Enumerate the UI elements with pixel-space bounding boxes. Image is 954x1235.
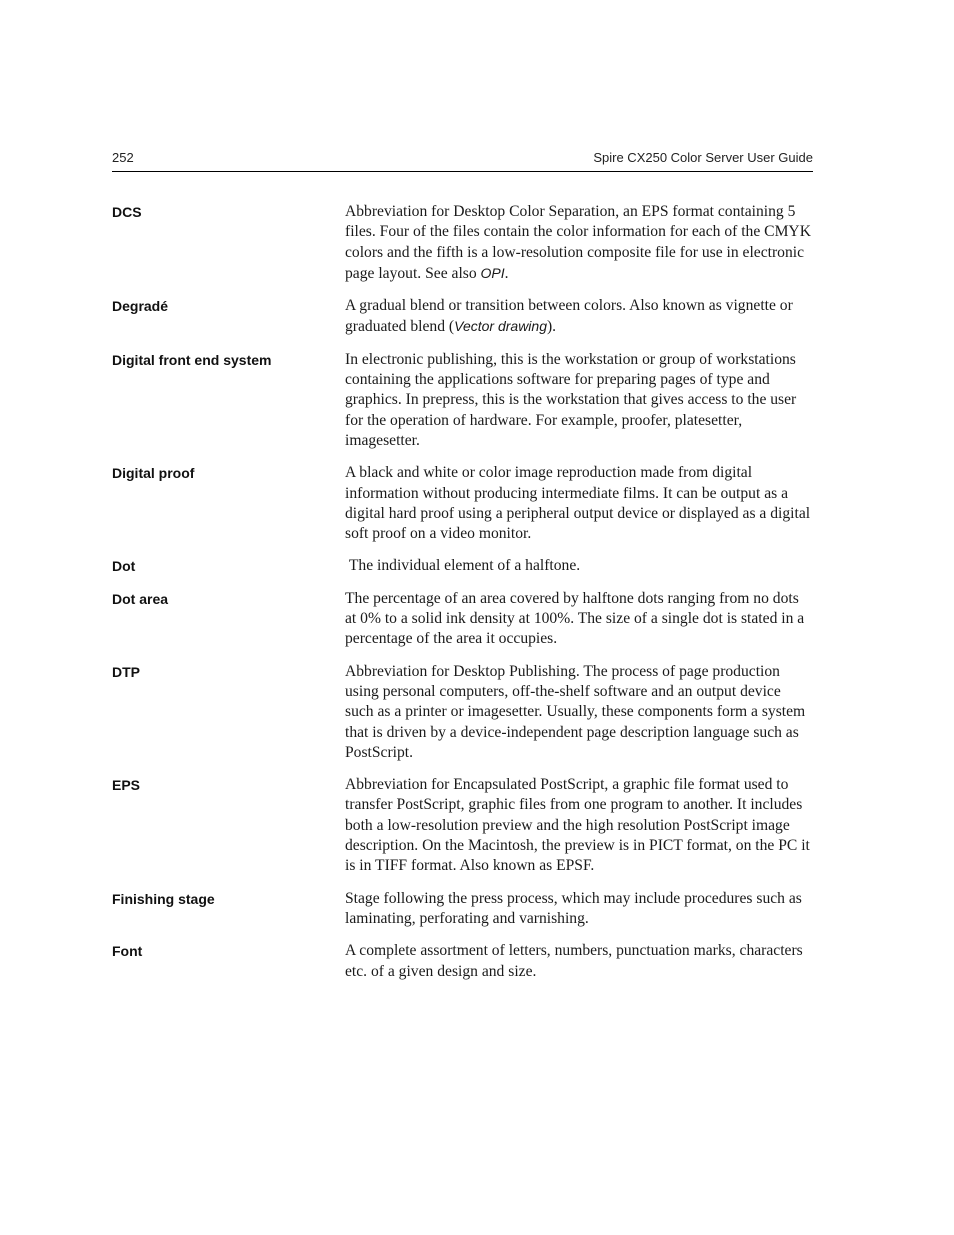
cross-reference: Vector drawing [454,318,547,335]
glossary-entry [112,889,813,930]
definition-text: A complete assortment of letters, numbers, punctuation marks, characters etc. of a given design and size. [345,942,803,980]
glossary-definition [345,775,813,876]
glossary-term: EPS [112,777,141,794]
definition-text: Abbreviation for Encapsulated PostScript, a graphic file format used to transfer PostScript, graphic files from one program to another. It includes both a low-resolution preview and the high resolution PostScript image description. On the Macintosh, the preview is in PICT format, on the PC it is in TIFF format. Also known as EPSF. [345,776,810,875]
glossary-entry [112,775,813,876]
glossary-term: Digital proof [112,465,195,482]
glossary-definition [345,202,813,284]
definition-text: The individual element of a halftone. [345,557,581,575]
glossary-definition [345,350,813,451]
glossary-entry [112,350,813,451]
glossary-definition [345,556,813,576]
glossary-term: DCS [112,204,142,220]
glossary-list [112,202,813,994]
definition-text: Stage following the press process, which may include procedures such as laminating, perforating and varnishing. [345,889,802,927]
definition-text: In electronic publishing, this is the workstation or group of workstations containing the applications software for preparing pages of type and graphics. In prepress, this is the workstation that gives access to the user for the operation of hardware. For example, proofer, platesetter, imagesetter. [345,350,797,449]
glossary-term: Dot area [112,590,169,607]
glossary-term: Finishing stage [112,890,215,907]
glossary-entry [112,941,813,982]
glossary-definition [345,662,813,763]
definition-text: Abbreviation for Desktop Publishing. The process of page production using personal computers, off-the-shelf software and an output device such as a printer or imagesetter. Usually, these components form a system that is driven by a device-independent page description language such as PostScript. [345,662,806,761]
definition-suffix: ). [546,318,557,336]
definition-text: A black and white or color image reproduction made from digital information without producing intermediate films. It can be output as a digital hard proof using a peripheral output device or displayed as a digital soft proof on a video monitor. [345,464,811,543]
glossary-definition [345,941,813,982]
glossary-term: Digital front end system [112,351,272,368]
definition-suffix: . [504,264,509,282]
page-number: 252 [112,150,134,165]
glossary-definition [345,889,813,930]
glossary-entry [112,463,813,544]
glossary-definition [345,296,813,338]
cross-reference: OPI [480,264,505,281]
glossary-definition [345,589,813,650]
definition-text: A gradual blend or transition between colors. Also known as vignette or graduated blend ( [345,297,793,336]
definition-text: Abbreviation for Desktop Color Separation, an EPS format containing 5 files. Four of the files contain the color information for each of the CMYK colors and the fifth is a low-resolution composite file for use in electronic page layout. See also [345,203,811,282]
glossary-term: Degradé [112,298,169,315]
glossary-entry [112,296,813,338]
glossary-definition [345,463,813,544]
guide-title: Spire CX250 Color Server User Guide [593,150,813,165]
page-header [112,149,813,172]
glossary-term: Font [112,943,143,960]
glossary-entry [112,556,813,576]
glossary-term: DTP [112,663,140,680]
glossary-entry [112,589,813,650]
definition-text: The percentage of an area covered by halftone dots ranging from no dots at 0% to a solid ink density at 100%. The size of a single dot is stated in a percentage of the area it occupies. [345,589,805,648]
glossary-term: Dot [112,558,136,575]
glossary-entry [112,662,813,763]
glossary-entry [112,202,813,284]
